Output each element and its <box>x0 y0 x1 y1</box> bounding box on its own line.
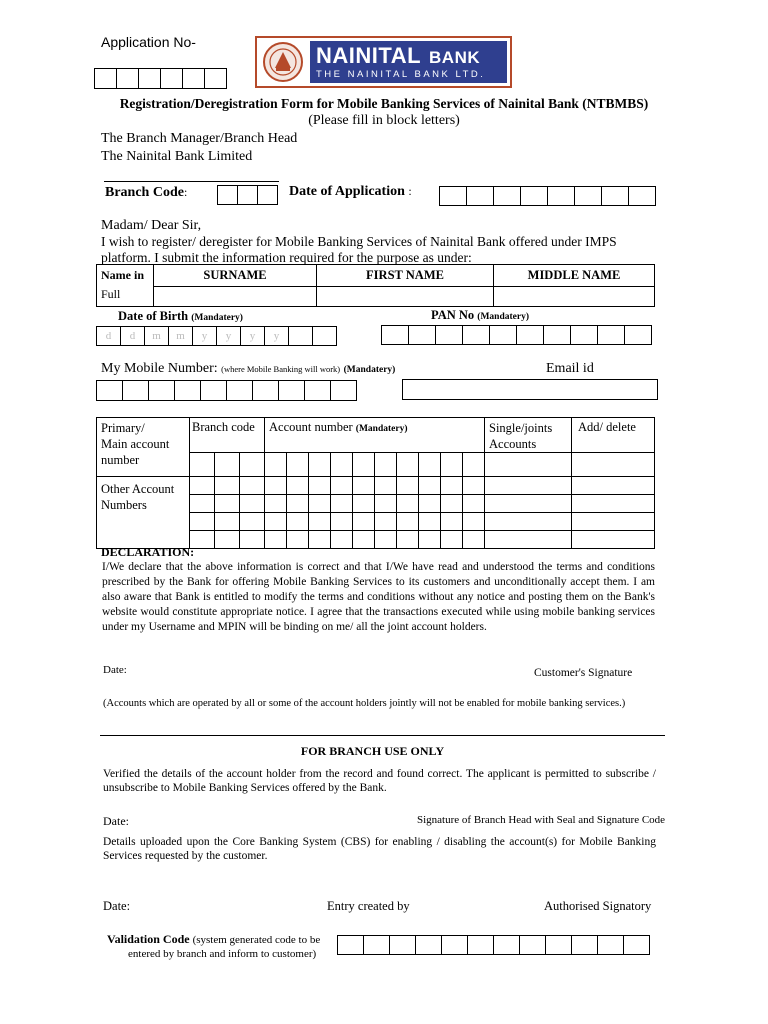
accounts-table <box>96 417 655 549</box>
account-digit-cell[interactable] <box>419 531 441 549</box>
single-joint-cell[interactable] <box>485 513 572 531</box>
surname-field[interactable] <box>154 287 317 307</box>
char-box[interactable] <box>493 186 521 206</box>
account-digit-cell[interactable] <box>397 495 419 513</box>
primary-account-label-cell <box>97 418 190 477</box>
intro-line-2: platform. I submit the information required for the purpose as under: <box>101 250 472 265</box>
add-delete-cell[interactable] <box>572 477 655 495</box>
account-digit-cell[interactable] <box>331 531 353 549</box>
account-digit-cell[interactable] <box>441 495 463 513</box>
branch-code-label: Branch Code <box>105 185 184 200</box>
char-box[interactable] <box>138 68 161 89</box>
surname-header: SURNAME <box>154 265 317 287</box>
char-box[interactable] <box>545 935 572 955</box>
bank-seal-icon <box>261 41 305 83</box>
account-digit-cell[interactable] <box>353 495 375 513</box>
date-of-application-label: Date of Application <box>289 184 405 199</box>
char-box[interactable] <box>94 68 117 89</box>
account-digit-cell[interactable] <box>190 495 215 513</box>
validation-code-wrap <box>107 932 320 961</box>
validation-note-1: (system generated code to be <box>192 934 321 946</box>
account-digit-cell[interactable] <box>441 531 463 549</box>
other-account-label-cell <box>97 477 190 549</box>
account-digit-cell[interactable] <box>441 453 463 477</box>
account-digit-cell[interactable] <box>309 531 331 549</box>
account-digit-cell[interactable] <box>287 453 309 477</box>
pan-mandatory: (Mandatery) <box>477 312 530 322</box>
char-box[interactable] <box>330 380 357 401</box>
name-table <box>96 264 655 307</box>
char-box[interactable]: y <box>240 326 265 346</box>
char-box[interactable] <box>389 935 416 955</box>
primary-label-1: Primary/ <box>101 421 145 435</box>
branch-date-label-2: Date: <box>103 899 131 913</box>
logo-bank: BANK <box>429 48 481 67</box>
account-digit-cell[interactable] <box>240 477 265 495</box>
account-digit-cell[interactable] <box>353 531 375 549</box>
account-digit-cell[interactable] <box>331 513 353 531</box>
account-digit-cell[interactable] <box>375 453 397 477</box>
account-digit-cell[interactable] <box>441 513 463 531</box>
primary-label-2: Main account <box>101 437 170 451</box>
primary-label-3: number <box>101 453 140 467</box>
account-digit-cell[interactable] <box>463 495 485 513</box>
single-joint-label-1: Single/joints <box>489 421 553 435</box>
account-digit-cell[interactable] <box>463 453 485 477</box>
declaration-text: I/We declare that the above information is correct and that I/We have read and understood the terms and conditions prescribed by the Bank for offering Mobile Banking Services to its customers and unconditionally accept them. I am also aware that Bank is entitled to modify the terms and conditions without any notice and posting them on the Bank's website would constitute appropriate notice. I agree that the transactions executed while using mobile banking services under my Username and MPIN will be binding on me/ all the joint account holders. <box>102 561 655 633</box>
form-subtitle: (Please fill in block letters) <box>308 113 460 128</box>
other-label-2: Numbers <box>101 498 147 512</box>
single-joint-header <box>485 418 572 453</box>
char-box[interactable] <box>381 325 409 345</box>
account-digit-cell[interactable] <box>419 453 441 477</box>
form-title: Registration/Deregistration Form for Mobile Banking Services of Nainital Bank (NTBMBS) <box>119 96 649 111</box>
add-delete-cell[interactable] <box>572 513 655 531</box>
account-digit-cell[interactable] <box>215 513 240 531</box>
char-box[interactable] <box>226 380 253 401</box>
branch-code-boxes[interactable] <box>217 185 278 205</box>
char-box[interactable] <box>623 935 650 955</box>
account-digit-cell[interactable] <box>463 513 485 531</box>
account-digit-cell[interactable] <box>309 495 331 513</box>
account-digit-cell[interactable] <box>419 495 441 513</box>
account-digit-cell[interactable] <box>240 513 265 531</box>
mobile-number-boxes[interactable] <box>96 380 357 401</box>
char-box[interactable] <box>466 186 494 206</box>
dob-mandatory: (Mandatery) <box>191 313 243 323</box>
add-delete-cell[interactable] <box>572 495 655 513</box>
account-number-header <box>265 418 485 453</box>
customer-signature-label: Customer's Signature <box>534 667 633 679</box>
authorised-signatory-label: Authorised Signatory <box>544 899 652 913</box>
single-joint-cell[interactable] <box>485 477 572 495</box>
account-digit-cell[interactable] <box>190 513 215 531</box>
char-box[interactable] <box>624 325 652 345</box>
bank-logo <box>255 36 512 88</box>
account-number-mandatory: (Mandatery) <box>355 424 408 434</box>
account-digit-cell[interactable] <box>353 513 375 531</box>
char-box[interactable] <box>597 325 625 345</box>
logo-subtitle: THE NAINITAL BANK LTD. <box>316 69 486 80</box>
cbs-text: Details uploaded upon the Core Banking System (CBS) for enabling / disabling the account(s) for Mobile Banking Services requested by the customer. <box>103 836 656 862</box>
char-box[interactable] <box>493 935 520 955</box>
account-digit-cell[interactable] <box>375 513 397 531</box>
account-digit-cell[interactable] <box>375 477 397 495</box>
branch-code-label-wrap <box>105 185 187 201</box>
account-digit-cell[interactable] <box>265 531 287 549</box>
single-joint-cell[interactable] <box>485 453 572 477</box>
dob-label-wrap <box>118 309 243 324</box>
first-name-header: FIRST NAME <box>317 265 494 287</box>
mobile-note: (where Mobile Banking will work) <box>221 364 341 374</box>
account-digit-cell[interactable] <box>287 477 309 495</box>
account-digit-cell[interactable] <box>375 495 397 513</box>
char-box[interactable]: y <box>216 326 241 346</box>
account-digit-cell[interactable] <box>287 495 309 513</box>
single-joint-cell[interactable] <box>485 495 572 513</box>
account-digit-cell[interactable] <box>190 477 215 495</box>
char-box[interactable] <box>547 186 575 206</box>
name-row-label-cell <box>97 265 154 307</box>
account-digit-cell[interactable] <box>309 453 331 477</box>
char-box[interactable] <box>543 325 571 345</box>
account-digit-cell[interactable] <box>215 531 240 549</box>
account-digit-cell[interactable] <box>331 477 353 495</box>
addressee-line-2: The Nainital Bank Limited <box>101 149 253 164</box>
char-box[interactable] <box>182 68 205 89</box>
char-box[interactable] <box>597 935 624 955</box>
account-digit-cell[interactable] <box>397 531 419 549</box>
char-box[interactable] <box>415 935 442 955</box>
char-box[interactable]: y <box>264 326 289 346</box>
account-digit-cell[interactable] <box>240 495 265 513</box>
account-digit-cell[interactable] <box>240 531 265 549</box>
char-box[interactable] <box>516 325 544 345</box>
dob-boxes[interactable] <box>96 326 337 346</box>
branch-head-signature-label: Signature of Branch Head with Seal and Signature Code <box>417 814 666 826</box>
account-digit-cell[interactable] <box>309 477 331 495</box>
verified-text: Verified the details of the account holder from the record and found correct. The applicant is permitted to subscribe / unsubscribe to Mobile Banking Services offered by the Bank. <box>103 768 656 794</box>
name-row-label-2: Full <box>101 287 121 301</box>
logo-name: NAINITAL <box>316 43 422 68</box>
char-box[interactable] <box>116 68 139 89</box>
account-digit-cell[interactable] <box>375 531 397 549</box>
char-box[interactable] <box>160 68 183 89</box>
first-name-field[interactable] <box>317 287 494 307</box>
account-digit-cell[interactable] <box>397 477 419 495</box>
middle-name-header: MIDDLE NAME <box>494 265 655 287</box>
add-delete-cell[interactable] <box>572 453 655 477</box>
branch-use-heading: FOR BRANCH USE ONLY <box>300 744 445 758</box>
char-box[interactable] <box>467 935 494 955</box>
char-box[interactable] <box>96 380 123 401</box>
intro-line-1: I wish to register/ deregister for Mobile Banking Services of Nainital Bank offered under IMPS <box>101 234 617 249</box>
char-box[interactable] <box>257 185 278 205</box>
account-digit-cell[interactable] <box>215 495 240 513</box>
add-delete-header: Add/ delete <box>572 418 655 453</box>
account-digit-cell[interactable] <box>419 477 441 495</box>
date-of-application-colon: : <box>408 184 412 198</box>
char-box[interactable] <box>520 186 548 206</box>
single-joint-label-2: Accounts <box>489 437 537 451</box>
char-box[interactable] <box>441 935 468 955</box>
account-digit-cell[interactable] <box>397 513 419 531</box>
char-box[interactable] <box>574 186 602 206</box>
validation-code-boxes[interactable] <box>337 935 650 955</box>
pan-boxes[interactable] <box>381 325 652 345</box>
char-box[interactable] <box>519 935 546 955</box>
char-box[interactable]: m <box>168 326 193 346</box>
pan-label: PAN No <box>431 308 475 322</box>
account-digit-cell[interactable] <box>353 477 375 495</box>
account-digit-cell[interactable] <box>215 477 240 495</box>
char-box[interactable] <box>571 935 598 955</box>
joint-accounts-note: (Accounts which are operated by all or some of the account holders jointly will not be enabled for mobile banking services.) <box>103 698 626 709</box>
pan-label-wrap <box>431 308 529 323</box>
addressee-line-1: The Branch Manager/Branch Head <box>101 131 298 146</box>
account-digit-cell[interactable] <box>287 513 309 531</box>
char-box[interactable] <box>408 325 436 345</box>
char-box[interactable]: m <box>144 326 169 346</box>
section-divider <box>100 735 665 736</box>
middle-name-field[interactable] <box>494 287 655 307</box>
account-digit-cell[interactable] <box>215 453 240 477</box>
dob-label: Date of Birth <box>118 309 189 323</box>
char-box[interactable] <box>363 935 390 955</box>
char-box[interactable] <box>570 325 598 345</box>
account-digit-cell[interactable] <box>331 453 353 477</box>
account-digit-cell[interactable] <box>190 453 215 477</box>
char-box[interactable] <box>489 325 517 345</box>
validation-code-label: Validation Code <box>107 932 190 946</box>
entry-created-by-label: Entry created by <box>327 899 410 913</box>
application-no-label: Application No- <box>101 34 196 50</box>
char-box[interactable]: y <box>192 326 217 346</box>
single-joint-cell[interactable] <box>485 531 572 549</box>
char-box[interactable] <box>204 68 227 89</box>
char-box[interactable] <box>252 380 279 401</box>
char-box[interactable] <box>462 325 490 345</box>
char-box[interactable] <box>148 380 175 401</box>
date-of-application-wrap <box>289 184 412 200</box>
char-box[interactable] <box>439 186 467 206</box>
account-digit-cell[interactable] <box>419 513 441 531</box>
account-digit-cell[interactable] <box>265 495 287 513</box>
char-box[interactable] <box>288 326 313 346</box>
char-box[interactable] <box>601 186 629 206</box>
other-label-1: Other Account <box>101 482 175 496</box>
char-box[interactable] <box>174 380 201 401</box>
account-digit-cell[interactable] <box>353 453 375 477</box>
char-box[interactable] <box>237 185 258 205</box>
account-digit-cell[interactable] <box>441 477 463 495</box>
mobile-label-wrap <box>101 361 395 377</box>
account-digit-cell[interactable] <box>265 477 287 495</box>
account-digit-cell[interactable] <box>463 477 485 495</box>
name-row-label-1: Name in <box>101 268 144 282</box>
branch-code-rule <box>104 181 279 182</box>
mobile-mandatory: (Mandatery) <box>343 365 396 375</box>
account-digit-cell[interactable] <box>331 495 353 513</box>
char-box[interactable] <box>122 380 149 401</box>
char-box[interactable] <box>312 326 337 346</box>
validation-note-2: entered by branch and inform to customer) <box>128 948 317 960</box>
char-box[interactable] <box>337 935 364 955</box>
account-number-label: Account number <box>269 420 353 434</box>
mobile-label: My Mobile Number: <box>101 361 218 376</box>
account-digit-cell[interactable] <box>265 453 287 477</box>
char-box[interactable]: d <box>120 326 145 346</box>
salutation: Madam/ Dear Sir, <box>101 218 202 233</box>
branch-code-colon: : <box>183 185 188 199</box>
char-box[interactable] <box>217 185 238 205</box>
char-box[interactable] <box>435 325 463 345</box>
account-digit-cell[interactable] <box>397 453 419 477</box>
add-delete-cell[interactable] <box>572 531 655 549</box>
account-digit-cell[interactable] <box>309 513 331 531</box>
account-digit-cell[interactable] <box>265 513 287 531</box>
email-field[interactable] <box>402 379 658 400</box>
declaration-heading: DECLARATION: <box>101 545 195 559</box>
declaration-date-label: Date: <box>103 664 127 676</box>
account-digit-cell[interactable] <box>463 531 485 549</box>
char-box[interactable] <box>200 380 227 401</box>
other-account-row[interactable] <box>97 477 655 495</box>
char-box[interactable] <box>278 380 305 401</box>
date-of-application-boxes[interactable] <box>439 186 656 206</box>
application-no-boxes[interactable] <box>94 68 227 89</box>
branch-date-label-1: Date: <box>103 814 129 828</box>
account-digit-cell[interactable] <box>287 531 309 549</box>
branch-code-header: Branch code <box>190 418 265 453</box>
char-box[interactable] <box>304 380 331 401</box>
email-label: Email id <box>546 361 594 376</box>
char-box[interactable] <box>628 186 656 206</box>
char-box[interactable]: d <box>96 326 121 346</box>
account-digit-cell[interactable] <box>240 453 265 477</box>
